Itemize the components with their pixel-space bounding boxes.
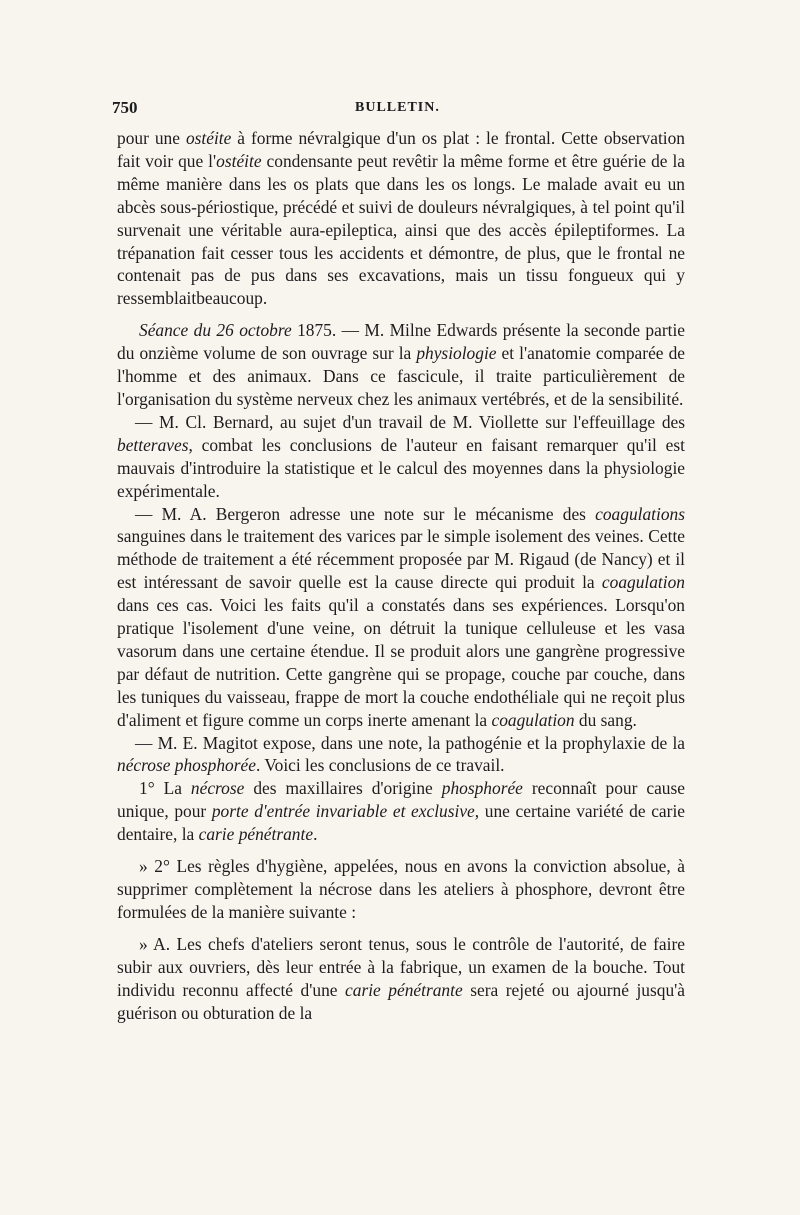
italic-term: ostéite [216, 150, 262, 171]
italic-term: porte d'entrée invariable et exclusive [211, 801, 475, 822]
italic-term: nécrose [190, 778, 245, 799]
paragraph-rule-a: » A. Les chefs d'ateliers seront tenus, sous le contrôle de l'autorité, de faire subir aux ouvriers, dès leur entrée à la fabrique, un examen de la bouche. Tout individu reconnu affecté d'une carie pénétrante sera rejeté ou ajourné jusqu'à guérison ou obturation de la [117, 933, 686, 1023]
italic-term: coagulation [491, 709, 575, 730]
italic-term: physiologie [416, 343, 497, 364]
italic-term: coagulations [595, 503, 685, 524]
paragraph-seance: Séance du 26 octobre 1875. — M. Milne Edwards présente la seconde partie du onzième volume de son ouvrage sur la physiologie et l'anatomie comparée de l'homme et des animaux. Dans ce fascicule, il traite particulièrement de l'organisation du système nerveux chez les animaux vertébrés, et de la sensibilité. [117, 320, 686, 409]
session-date: Séance du 26 octobre [139, 320, 292, 341]
paragraph-bernard: — M. Cl. Bernard, au sujet d'un travail de M. Viollette sur l'effeuillage des betteraves, combat les conclusions de l'auteur en faisant remarquer qu'il est mauvais d'introduire la statistique et le calcul des moyennes dans la physiologie expérimentale. [117, 411, 685, 501]
italic-term: betteraves [117, 434, 189, 455]
paragraph-magitot: — M. E. Magitot expose, dans une note, la pathogénie et la prophylaxie de la nécrose phosphorée. Voici les conclusions de ce travail. [117, 732, 685, 776]
italic-term: carie pénétrante [198, 824, 314, 845]
italic-term: nécrose phosphorée [117, 755, 256, 776]
paragraph-conclusion-1: 1° La nécrose des maxillaires d'origine phosphorée reconnaît pour cause unique, pour porte d'entrée invariable et exclusive, une certaine variété de carie dentaire, la carie pénétrante. [117, 778, 685, 845]
italic-term: coagulation [601, 572, 685, 593]
page-header [112, 98, 690, 120]
body-text [117, 127, 685, 1024]
paragraph-conclusion-2: » 2° Les règles d'hygiène, appelées, nous en avons la conviction absolue, à supprimer complètement la nécrose dans les ateliers à phosphore, devront être formulées de la manière suivante : [117, 856, 685, 922]
running-title: BULLETIN. [355, 100, 440, 115]
italic-term: ostéite [185, 128, 232, 148]
page-number: 750 [112, 98, 138, 117]
paragraph-bergeron: — M. A. Bergeron adresse une note sur le mécanisme des coagulations sanguines dans le traitement des varices par le simple isolement des veines. Cette méthode de traitement a été récemment proposée par M. Rigaud (de Nancy) et il est intéressant de savoir quelle est la cause directe qui produit la coagulation dans ces cas. Voici les faits qu'il a constatés dans ses expériences. Lorsqu'on pratique l'isolement d'une veine, on détruit la tunique celluleuse et les vasa vasorum dans une certaine étendue. Il se produit alors une gangrène progressive par défaut de nutrition. Cette gangrène qui se propage, couche par couche, dans les tuniques du vaisseau, frappe de mort la couche endothéliale qui ne reçoit plus d'aliment et figure comme un corps inerte amenant la coagulation du sang. [117, 503, 685, 730]
italic-term: carie pénétrante [345, 979, 463, 1000]
paragraph-osteite: pour une ostéite à forme névralgique d'un os plat : le frontal. Cette observation fait voir que l'ostéite condensante peut revêtir la même forme et être guérie de la même manière dans les os plats que dans les os longs. Le malade avait eu un abcès sous-périostique, précédé et suivi de douleurs névralgiques, à tel point qu'il survenait une véritable aura-epileptica, ainsi que des accès épileptiformes. La trépanation fait cesser tous les accidents et démontre, de plus, que le frontal ne contenait pas de pus dans ses excavations, mais un tissu fongueux qui y ressemblaitbeaucoup. [117, 128, 686, 309]
italic-term: phosphorée [441, 778, 523, 799]
